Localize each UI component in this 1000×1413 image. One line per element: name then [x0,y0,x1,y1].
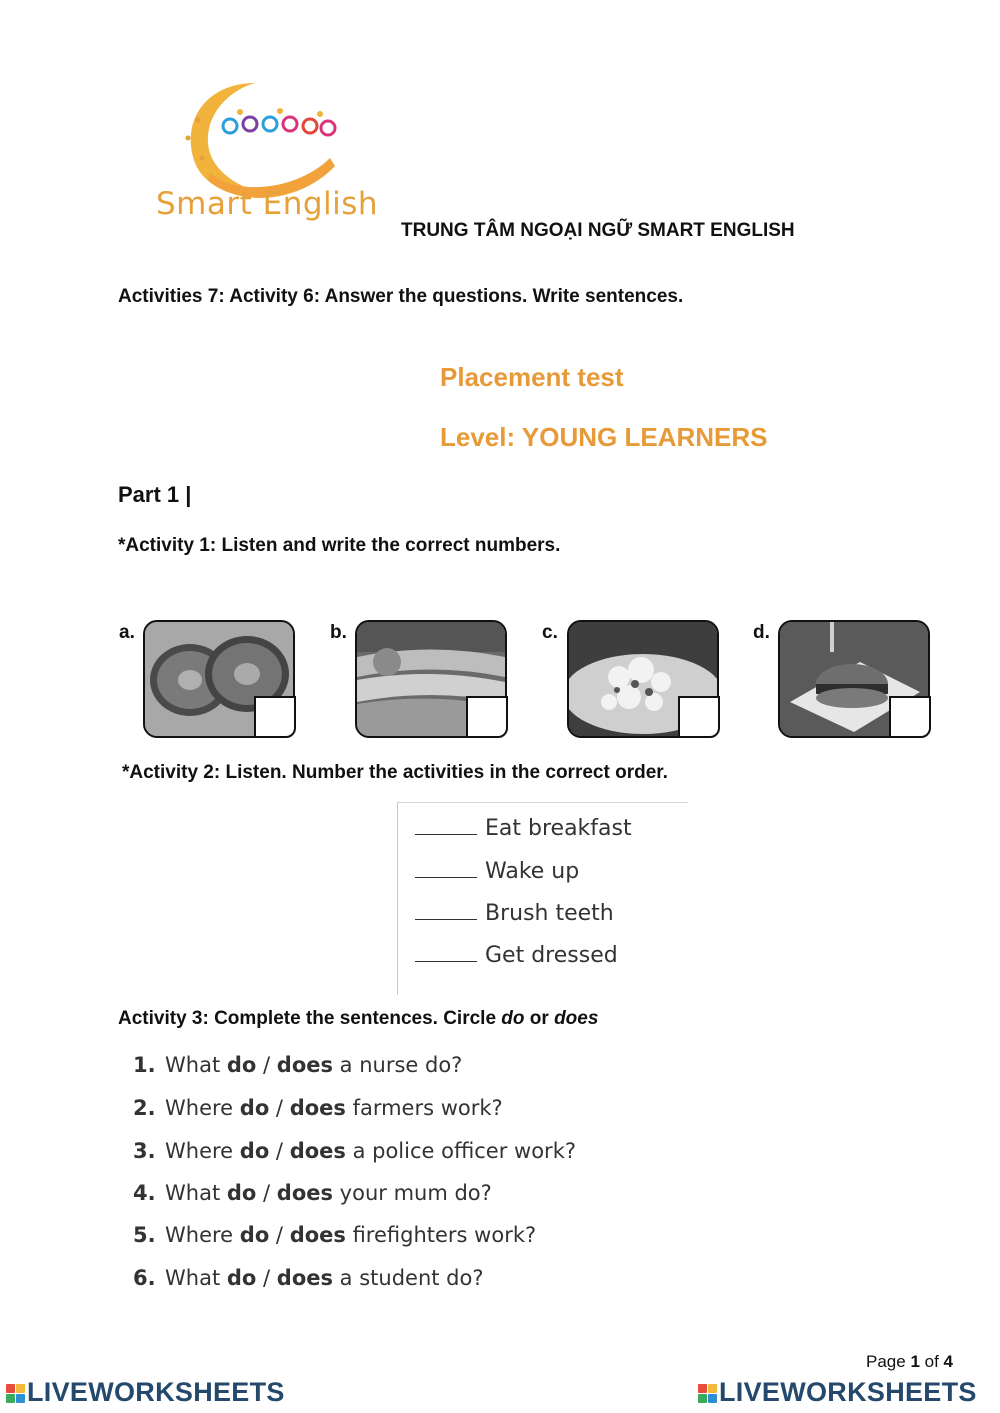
activity-2-title: *Activity 2: Listen. Number the activities in the correct order. [122,762,668,783]
choice-does[interactable]: does [289,1139,346,1163]
choice-do[interactable]: do [239,1223,270,1247]
order-blank-4[interactable] [415,941,477,962]
answer-box-c[interactable] [678,696,720,738]
liveworksheets-brand-right[interactable]: LIVEWORKSHEETS [698,1377,977,1408]
order-item: Brush teeth [415,899,614,926]
choice-do[interactable]: do [239,1139,270,1163]
answer-box-a[interactable] [254,696,296,738]
liveworksheets-brand-left[interactable]: LIVEWORKSHEETS [6,1377,285,1408]
item-c-label: c. [542,622,558,643]
activity-3-title: Activity 3: Complete the sentences. Circle do or does [118,1008,599,1029]
question-row: 2. Where do / does farmers work? [133,1096,503,1120]
choice-do[interactable]: do [226,1053,257,1077]
question-row: 5. Where do / does firefighters work? [133,1223,537,1247]
choice-do[interactable]: do [226,1181,257,1205]
activity-7-instruction: Activities 7: Activity 6: Answer the questions. Write sentences. [118,286,684,307]
order-blank-2[interactable] [415,857,477,878]
choice-does[interactable]: does [276,1266,333,1290]
level-label: Level: YOUNG LEARNERS [440,422,768,452]
choice-do[interactable]: do [226,1266,257,1290]
logo-wordmark: Smart English [156,186,379,222]
choice-does[interactable]: does [289,1223,346,1247]
liveworksheets-logo-icon [698,1384,717,1403]
item-b-label: b. [330,622,347,643]
choice-does[interactable]: does [276,1181,333,1205]
center-name: TRUNG TÂM NGOẠI NGỮ SMART ENGLISH [401,220,795,241]
answer-box-d[interactable] [889,696,931,738]
answer-box-b[interactable] [466,696,508,738]
page-title: Placement test [440,362,624,392]
order-item: Eat breakfast [415,814,632,841]
order-blank-1[interactable] [415,814,477,835]
choice-do[interactable]: do [239,1096,270,1120]
order-item: Get dressed [415,941,618,968]
item-d-label: d. [753,622,770,643]
activity-1-title: *Activity 1: Listen and write the correct numbers. [118,535,561,556]
question-row: 6. What do / does a student do? [133,1266,484,1290]
choice-does[interactable]: does [276,1053,333,1077]
question-row: 3. Where do / does a police officer work? [133,1139,577,1163]
question-row: 4. What do / does your mum do? [133,1181,492,1205]
question-row: 1. What do / does a nurse do? [133,1053,463,1077]
item-a-label: a. [119,622,135,643]
choice-does[interactable]: does [289,1096,346,1120]
liveworksheets-logo-icon [6,1384,25,1403]
order-blank-3[interactable] [415,899,477,920]
page-indicator: Page 1 of 4 [866,1352,953,1371]
part-label: Part 1 | [118,482,192,507]
order-item: Wake up [415,857,579,884]
